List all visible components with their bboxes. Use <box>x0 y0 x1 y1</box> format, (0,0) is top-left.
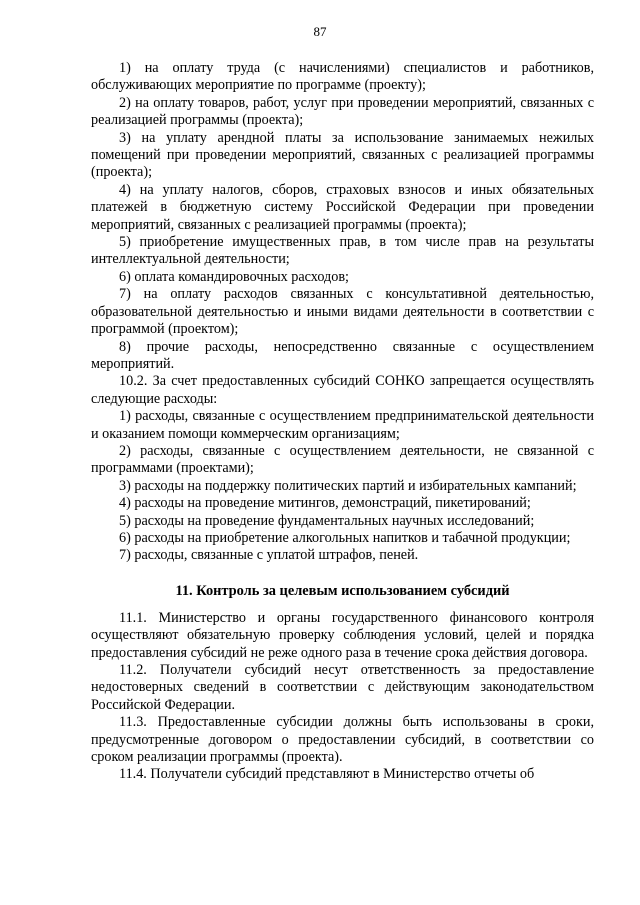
paragraph: 5) расходы на проведение фундаментальных научных исследований; <box>119 512 535 529</box>
paragraph: 6) расходы на приобретение алкогольных напитков и табачной продукции; <box>119 529 571 546</box>
paragraph: 4) на уплату налогов, сборов, страховых взносов и иных обязательных платежей в бюджетную систему Российской Федерации при проведении мероприятий, связанных с реализацией программы (проекта); <box>91 181 594 233</box>
document-body <box>91 60 594 784</box>
paragraph: 4) расходы на проведение митингов, демонстраций, пикетирований; <box>119 495 531 512</box>
paragraph: 11.1. Министерство и органы государственного финансового контроля осуществляют обязательную проверку соблюдения условий, целей и порядка предоставления субсидий не реже одного раза в течение срока действия договора. <box>91 609 594 661</box>
paragraph: 11.4. Получатели субсидий представляют в Министерство отчеты об <box>119 766 535 783</box>
paragraph: 3) расходы на поддержку политических партий и избирательных кампаний; <box>119 477 577 494</box>
paragraph: 7) расходы, связанные с уплатой штрафов, пеней. <box>119 547 419 564</box>
paragraph: 1) на оплату труда (с начислениями) специалистов и работников, обслуживающих мероприятие по программе (проекту); <box>91 60 594 94</box>
paragraph: 2) на оплату товаров, работ, услуг при проведении мероприятий, связанных с реализацией программы (проекта); <box>91 94 594 129</box>
paragraph: 10.2. За счет предоставленных субсидий СОНКО запрещается осуществлять следующие расходы: <box>91 373 594 407</box>
paragraph: 11.2. Получатели субсидий несут ответственность за предоставление недостоверных сведений в соответствии с действующим законодательством Российской Федерации. <box>91 662 594 713</box>
paragraph: 5) приобретение имущественных прав, в том числе прав на результаты интеллектуальной деятельности; <box>91 234 594 268</box>
paragraph: 3) на уплату арендной платы за использование занимаемых нежилых помещений при проведении мероприятий, связанных с реализацией программы (проекта); <box>91 129 594 181</box>
paragraph: 8) прочие расходы, непосредственно связанные с осуществлением мероприятий. <box>91 338 594 372</box>
paragraph: 1) расходы, связанные с осуществлением предпринимательской деятельности и оказанием помощи коммерческим организациям; <box>91 408 594 442</box>
paragraph: 6) оплата командировочных расходов; <box>119 268 349 285</box>
paragraph: 11.3. Предоставленные субсидии должны быть использованы в сроки, предусмотренные договором о предоставлении субсидий, в соответствии со сроком реализации программы (проекта). <box>91 714 594 766</box>
page-number: 87 <box>313 24 327 39</box>
section-heading: 11. Контроль за целевым использованием субсидий <box>175 582 510 599</box>
paragraph: 2) расходы, связанные с осуществлением деятельности, не связанной с программами (проектами); <box>91 442 594 477</box>
paragraph: 7) на оплату расходов связанных с консультативной деятельностью, образовательной деятельностью и иными видами деятельности в соответствии с программой (проектом); <box>91 286 594 338</box>
